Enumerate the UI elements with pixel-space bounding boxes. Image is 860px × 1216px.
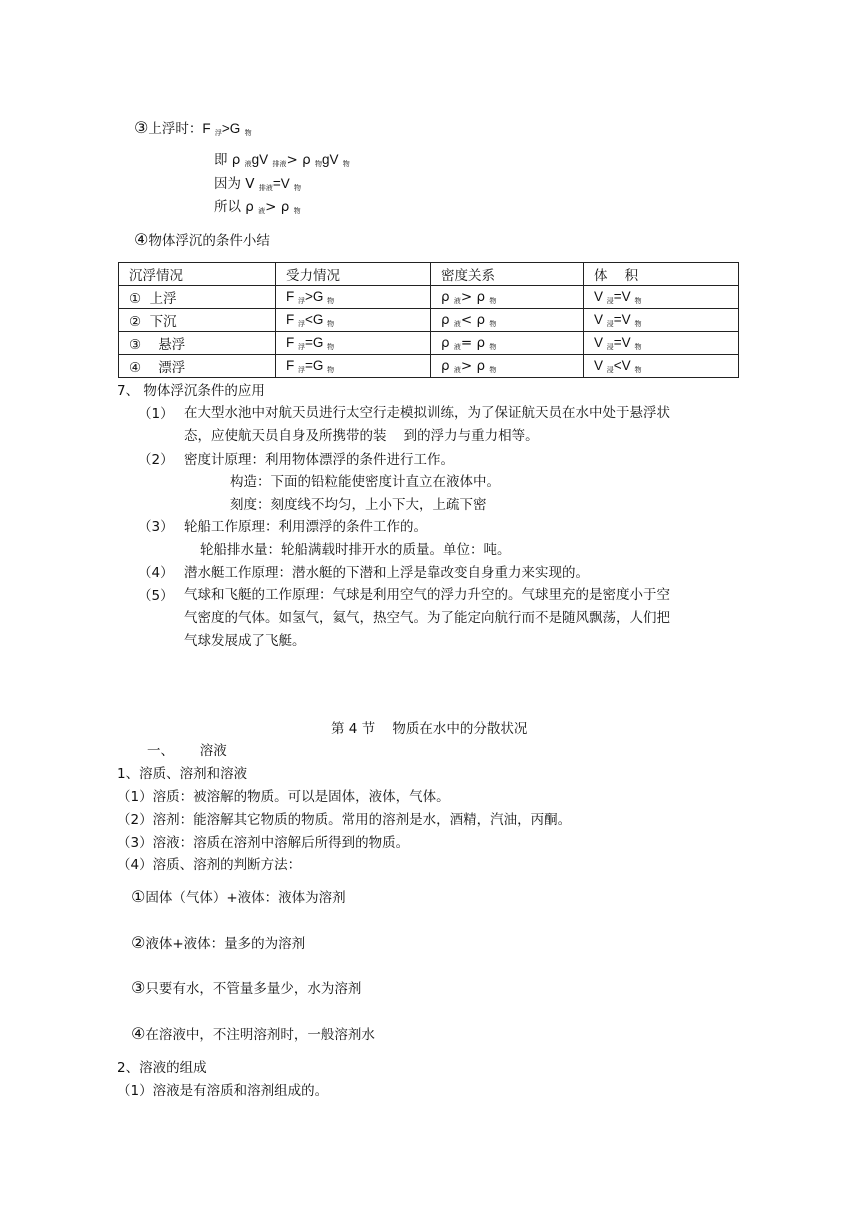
float-up-title: ③上浮时：F $_浮$>G $_物$ xyxy=(134,118,252,137)
definition-line: （4）溶质、溶剂的判断方法： xyxy=(117,857,302,873)
volume-cell: V $_浸$=V $_物$ xyxy=(584,332,739,355)
circled-number: ③ xyxy=(134,118,149,137)
section-title: 第 4 节 物质在水中的分散状况 xyxy=(331,721,528,737)
rule-line: ②液体+液体：量多的为溶剂 xyxy=(131,933,306,952)
density-cell: ρ $_液$= ρ $_物$ xyxy=(431,332,584,355)
table-header-cell: 受力情况 xyxy=(276,263,431,286)
item-number: （4） xyxy=(138,565,174,581)
hydrometer-construction: 构造：下面的铅粒能使密度计直立在液体中。 xyxy=(230,474,500,490)
table-row xyxy=(119,309,739,332)
state-cell: ④ 漂浮 xyxy=(119,355,276,378)
summary-heading: ④物体浮沉的条件小结 xyxy=(134,230,270,249)
section-7-heading: 7、 物体浮沉条件的应用 xyxy=(117,383,265,399)
circled-number: ④ xyxy=(134,230,149,249)
rule-line: ④在溶液中，不注明溶剂时，一般溶剂水 xyxy=(131,1024,375,1043)
force-cell: F $_浮$>G $_物$ xyxy=(276,286,431,309)
item-2-text: 密度计原理：利用物体漂浮的条件进行工作。 xyxy=(184,452,454,468)
table-header-cell: 体 积 xyxy=(584,263,739,286)
subsection-heading: 2、溶液的组成 xyxy=(117,1060,207,1076)
item-number: （1） xyxy=(138,406,174,422)
formula-line-1: 即 ρ $_液$gV $_{排液}$> ρ $_物$gV $_物$ xyxy=(214,152,350,168)
circled-number: ③ xyxy=(131,978,146,997)
table-header-row xyxy=(119,263,739,286)
definition-line: （3）溶液：溶质在溶剂中溶解后所得到的物质。 xyxy=(117,835,410,851)
table-row xyxy=(119,286,739,309)
definition-line: （1）溶质：被溶解的物质。可以是固体，液体，气体。 xyxy=(117,789,450,805)
float-condition-table xyxy=(118,262,739,378)
state-cell: ② 下沉 xyxy=(119,309,276,332)
formula-line-2: 因为 V $_{排液}$=V $_物$ xyxy=(214,176,302,192)
formula-line-3: 所以 ρ $_液$> ρ $_物$ xyxy=(214,199,301,215)
volume-cell: V $_浸$<V $_物$ xyxy=(584,355,739,378)
part-heading: 一、 溶液 xyxy=(147,743,227,759)
item-4-text: 潜水艇工作原理：潜水艇的下潜和上浮是靠改变自身重力来实现的。 xyxy=(184,565,589,581)
circled-number: ② xyxy=(131,933,146,952)
item-number: （5） xyxy=(138,588,174,604)
circled-number: ① xyxy=(131,887,146,906)
ship-displacement: 轮船排水量：轮船满载时排开水的质量。单位：吨。 xyxy=(200,542,511,558)
force-cell: F $_浮$=G $_物$ xyxy=(276,332,431,355)
item-3-text: 轮船工作原理：利用漂浮的条件工作的。 xyxy=(184,519,427,535)
table-header-cell: 密度关系 xyxy=(431,263,584,286)
table-row xyxy=(119,355,739,378)
hydrometer-scale: 刻度：刻度线不均匀，上小下大，上疏下密 xyxy=(230,497,487,513)
definition-line: （1）溶液是有溶质和溶剂组成的。 xyxy=(117,1083,329,1099)
force-cell: F $_浮$<G $_物$ xyxy=(276,309,431,332)
rule-line: ③只要有水，不管量多量少，水为溶剂 xyxy=(131,978,362,997)
subsection-heading: 1、溶质、溶剂和溶液 xyxy=(117,766,248,782)
item-number: （3） xyxy=(138,519,174,535)
item-1-text: 在大型水池中对航天员进行太空行走模拟训练，为了保证航天员在水中处于悬浮状 态，应使航天员自身及所携带的装 到的浮力与重力相等。 xyxy=(184,405,670,444)
state-cell: ③ 悬浮 xyxy=(119,332,276,355)
circled-number: ④ xyxy=(131,1024,146,1043)
density-cell: ρ $_液$< ρ $_物$ xyxy=(431,309,584,332)
volume-cell: V $_浸$=V $_物$ xyxy=(584,286,739,309)
table-header-cell: 沉浮情况 xyxy=(119,263,276,286)
density-cell: ρ $_液$> ρ $_物$ xyxy=(431,355,584,378)
item-number: （2） xyxy=(138,452,174,468)
volume-cell: V $_浸$=V $_物$ xyxy=(584,309,739,332)
definition-line: （2）溶剂：能溶解其它物质的物质。常用的溶剂是水，酒精，汽油，丙酮。 xyxy=(117,812,572,828)
force-cell: F $_浮$=G $_物$ xyxy=(276,355,431,378)
state-cell: ① 上浮 xyxy=(119,286,276,309)
item-5-text: 气球和飞艇的工作原理：气球是利用空气的浮力升空的。气球里充的是密度小于空 气密度的气体。如氢气，氦气，热空气。为了能定向航行而不是随风飘荡，人们把 气球发展成了飞艇。 xyxy=(184,587,670,649)
table-row xyxy=(119,332,739,355)
rule-line: ①固体（气体）+液体：液体为溶剂 xyxy=(131,887,346,906)
density-cell: ρ $_液$> ρ $_物$ xyxy=(431,286,584,309)
